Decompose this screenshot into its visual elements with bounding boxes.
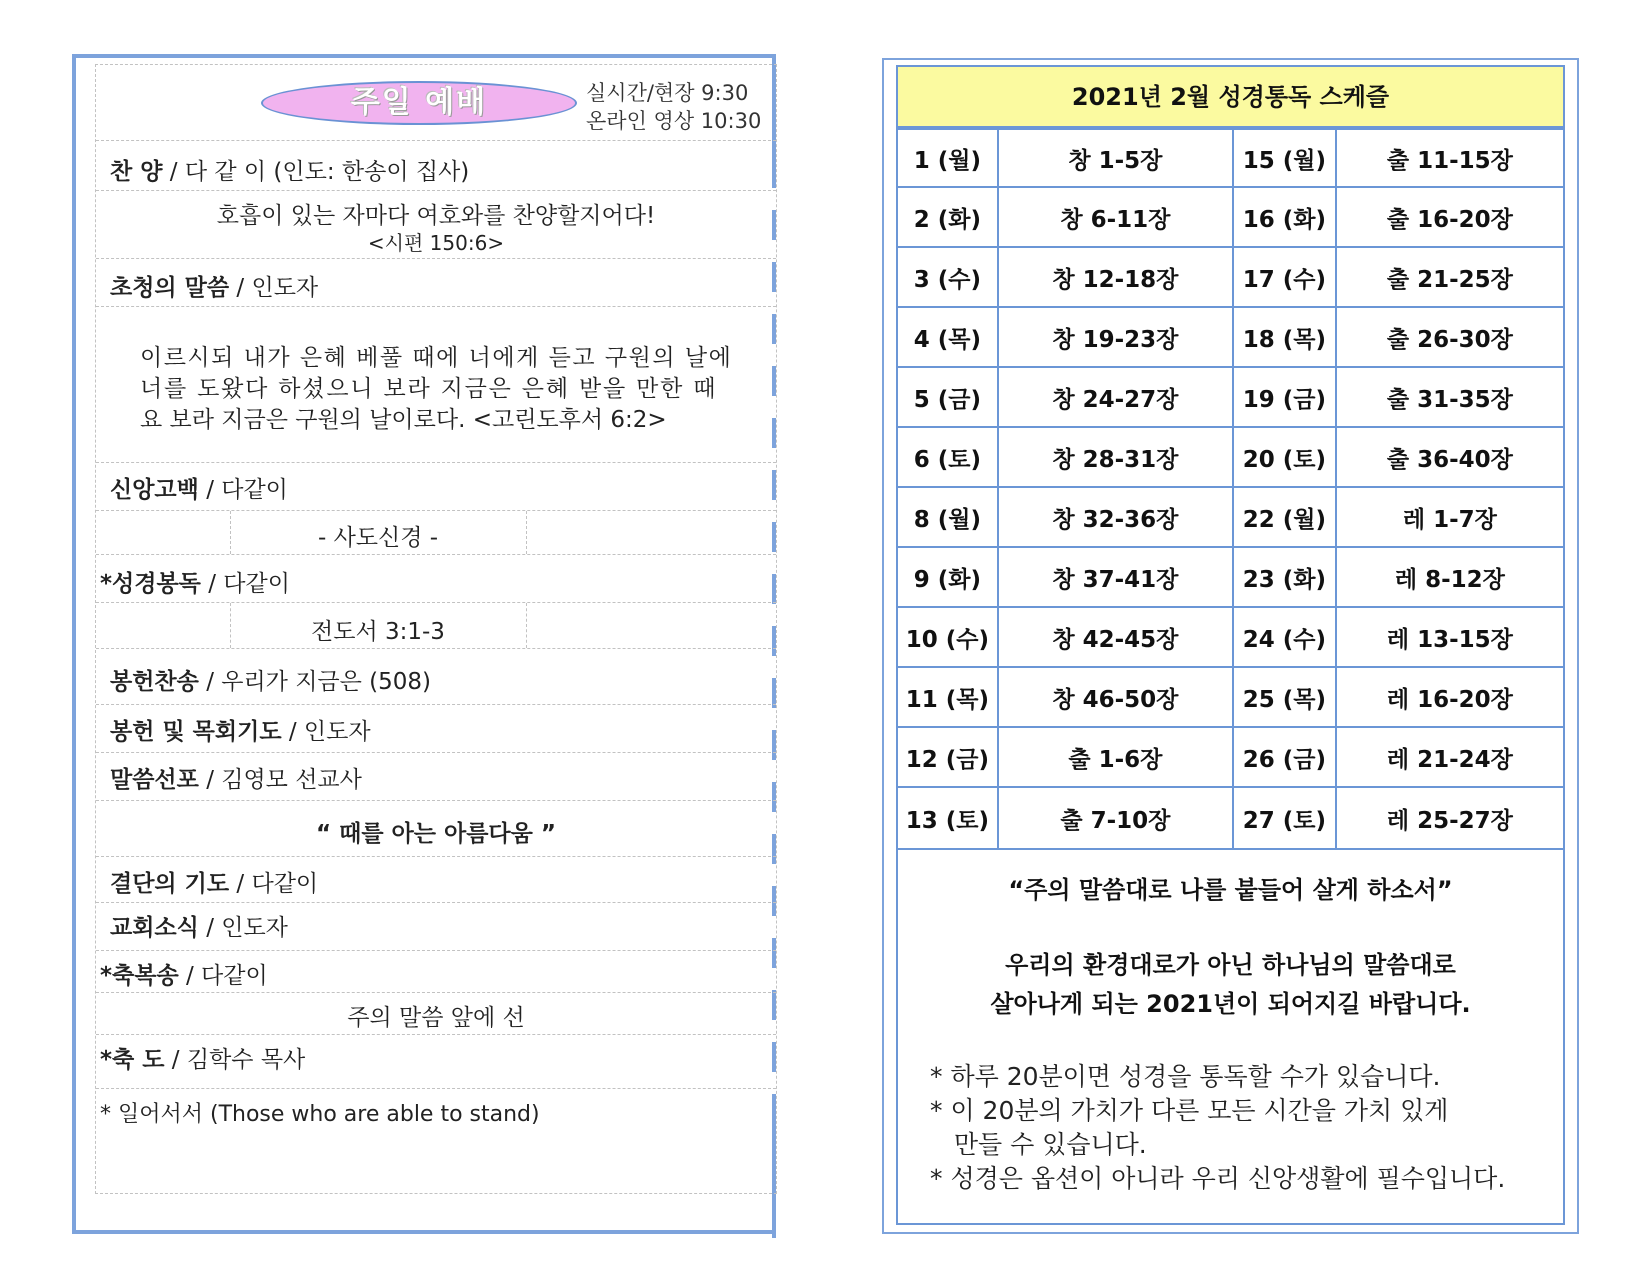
scripture-row xyxy=(96,603,776,649)
item-label: 신앙고백 xyxy=(110,477,199,503)
schedule-day-cell: 1 (월) xyxy=(897,129,998,187)
item-detail: / 다같이 xyxy=(206,477,288,503)
schedule-day-cell: 15 (월) xyxy=(1233,129,1336,187)
order-item xyxy=(96,259,776,307)
frame-dash-left xyxy=(72,160,76,1090)
schedule-reading-cell: 출 31-35장 xyxy=(1336,367,1564,427)
verse-ref: <시편 150:6> xyxy=(367,231,505,255)
passage-line: 이르시되 내가 은혜 베풀 때에 너에게 듣고 구원의 날에 xyxy=(140,345,733,371)
blessing-song-title: 주의 말씀 앞에 선 xyxy=(347,1005,525,1031)
schedule-row xyxy=(897,727,1564,787)
item-detail: / 김학수 목사 xyxy=(171,1047,306,1073)
schedule-day-cell: 8 (월) xyxy=(897,487,998,547)
creed-row xyxy=(96,511,776,555)
bullet-item: * 성경은 옵션이 아니라 우리 신앙생활에 필수입니다. xyxy=(930,1164,1506,1193)
item-detail: / 김영모 선교사 xyxy=(206,767,362,793)
schedule-reading-cell: 출 26-30장 xyxy=(1336,307,1564,367)
item-label: 찬 양 xyxy=(110,159,163,185)
schedule-reading-cell: 출 21-25장 xyxy=(1336,247,1564,307)
schedule-row xyxy=(897,487,1564,547)
schedule-reading-cell: 출 16-20장 xyxy=(1336,187,1564,247)
schedule-day-cell: 3 (수) xyxy=(897,247,998,307)
schedule-wish-line: 살아나게 되는 2021년이 되어지길 바랍니다. xyxy=(990,990,1471,1018)
schedule-reading-cell: 출 1-6장 xyxy=(998,727,1233,787)
sermon-title-row xyxy=(96,801,776,857)
schedule-day-cell: 22 (월) xyxy=(1233,487,1336,547)
passage-line: 요 보라 지금은 구원의 날이로다. <고린도후서 6:2> xyxy=(140,407,667,433)
schedule-reading-cell: 창 24-27장 xyxy=(998,367,1233,427)
schedule-day-cell: 11 (목) xyxy=(897,667,998,727)
item-detail: / 인도자 xyxy=(236,275,319,301)
service-title: 주일 예배 xyxy=(261,81,577,125)
schedule-day-cell: 12 (금) xyxy=(897,727,998,787)
invitation-passage xyxy=(96,307,776,463)
schedule-reading-cell: 창 6-11장 xyxy=(998,187,1233,247)
schedule-day-cell: 23 (화) xyxy=(1233,547,1336,607)
schedule-day-cell: 26 (금) xyxy=(1233,727,1336,787)
item-label: 봉헌찬송 xyxy=(110,669,199,695)
schedule-row xyxy=(897,247,1564,307)
schedule-day-cell: 17 (수) xyxy=(1233,247,1336,307)
item-label: *축복송 xyxy=(100,963,179,989)
schedule-row xyxy=(897,129,1564,187)
schedule-day-cell: 19 (금) xyxy=(1233,367,1336,427)
schedule-reading-cell: 창 1-5장 xyxy=(998,129,1233,187)
schedule-day-cell: 24 (수) xyxy=(1233,607,1336,667)
schedule-row xyxy=(897,187,1564,247)
item-detail: / 다같이 xyxy=(236,871,319,897)
service-time-online: 온라인 영상 10:30 xyxy=(586,109,762,133)
schedule-reading-cell: 출 11-15장 xyxy=(1336,129,1564,187)
verse-text: 호흡이 있는 자마다 여호와를 찬양할지어다! xyxy=(216,203,656,229)
schedule-row xyxy=(897,427,1564,487)
schedule-day-cell: 27 (토) xyxy=(1233,787,1336,849)
schedule-notes xyxy=(896,870,1565,1019)
schedule-day-cell: 5 (금) xyxy=(897,367,998,427)
schedule-day-cell: 25 (목) xyxy=(1233,667,1336,727)
reading-schedule-table xyxy=(896,128,1565,850)
schedule-reading-cell: 창 37-41장 xyxy=(998,547,1233,607)
schedule-day-cell: 6 (토) xyxy=(897,427,998,487)
item-detail: / 다 같 이 (인도: 한송이 집사) xyxy=(169,159,470,185)
order-item xyxy=(96,903,776,951)
schedule-motto: “주의 말씀대로 나를 붙들어 살게 하소서” xyxy=(1008,876,1453,904)
sermon-title: “ 때를 아는 아름다움 ” xyxy=(315,821,556,847)
schedule-reading-cell: 레 8-12장 xyxy=(1336,547,1564,607)
schedule-row xyxy=(897,667,1564,727)
item-label: *성경봉독 xyxy=(100,571,201,597)
item-label: 결단의 기도 xyxy=(110,871,230,897)
schedule-day-cell: 13 (토) xyxy=(897,787,998,849)
schedule-reading-cell: 출 36-40장 xyxy=(1336,427,1564,487)
order-item xyxy=(96,1035,776,1089)
schedule-day-cell: 2 (화) xyxy=(897,187,998,247)
schedule-reading-cell: 레 13-15장 xyxy=(1336,607,1564,667)
bullet-item: 만들 수 있습니다. xyxy=(930,1130,1147,1159)
schedule-reading-cell: 창 32-36장 xyxy=(998,487,1233,547)
item-detail: / 다같이 xyxy=(208,571,290,597)
scripture-ref: 전도서 3:1-3 xyxy=(311,619,445,645)
schedule-row xyxy=(897,307,1564,367)
schedule-row xyxy=(897,367,1564,427)
schedule-row xyxy=(897,607,1564,667)
service-time-live: 실시간/현장 9:30 xyxy=(586,81,749,105)
item-label: *축 도 xyxy=(100,1047,165,1073)
bullet-item: * 이 20분의 가치가 다른 모든 시간을 가치 있게 xyxy=(930,1096,1449,1125)
item-label: 봉헌 및 목회기도 xyxy=(110,719,282,745)
creed-text: - 사도신경 - xyxy=(317,525,439,551)
schedule-reading-cell: 창 12-18장 xyxy=(998,247,1233,307)
schedule-reading-cell: 창 19-23장 xyxy=(998,307,1233,367)
blessing-song-row xyxy=(96,993,776,1035)
stand-note: * 일어서서 (Those who are able to stand) xyxy=(100,1102,540,1127)
praise-verse xyxy=(96,191,776,259)
schedule-reading-cell: 출 7-10장 xyxy=(998,787,1233,849)
item-detail: / 인도자 xyxy=(288,719,371,745)
order-item xyxy=(96,141,776,191)
schedule-day-cell: 20 (토) xyxy=(1233,427,1336,487)
schedule-body xyxy=(897,129,1564,849)
item-detail: / 다같이 xyxy=(186,963,268,989)
schedule-wish-line: 우리의 환경대로가 아닌 하나님의 말씀대로 xyxy=(1005,951,1456,979)
schedule-reading-cell: 창 46-50장 xyxy=(998,667,1233,727)
order-item xyxy=(96,951,776,993)
order-item xyxy=(96,705,776,753)
passage-line: 너를 도왔다 하셨으니 보라 지금은 은혜 받을 만한 때 xyxy=(140,376,718,402)
order-item xyxy=(96,753,776,801)
schedule-reading-cell: 레 16-20장 xyxy=(1336,667,1564,727)
schedule-reading-cell: 창 42-45장 xyxy=(998,607,1233,667)
schedule-reading-cell: 레 21-24장 xyxy=(1336,727,1564,787)
schedule-row xyxy=(897,787,1564,849)
schedule-day-cell: 18 (목) xyxy=(1233,307,1336,367)
schedule-day-cell: 16 (화) xyxy=(1233,187,1336,247)
service-header xyxy=(96,65,776,141)
item-label: 초청의 말씀 xyxy=(110,275,230,301)
order-item xyxy=(96,555,776,603)
stand-note-row xyxy=(96,1089,776,1193)
bullet-item: * 하루 20분이면 성경을 통독할 수가 있습니다. xyxy=(930,1062,1441,1091)
schedule-reading-cell: 창 28-31장 xyxy=(998,427,1233,487)
item-label: 교회소식 xyxy=(110,915,199,941)
item-detail: / 우리가 지금은 (508) xyxy=(206,669,432,695)
schedule-day-cell: 4 (목) xyxy=(897,307,998,367)
service-program xyxy=(95,64,777,1194)
schedule-title: 2021년 2월 성경통독 스케즐 xyxy=(896,65,1565,128)
schedule-day-cell: 9 (화) xyxy=(897,547,998,607)
schedule-day-cell: 10 (수) xyxy=(897,607,998,667)
schedule-reading-cell: 레 25-27장 xyxy=(1336,787,1564,849)
order-item xyxy=(96,857,776,903)
order-item xyxy=(96,463,776,511)
schedule-bullets xyxy=(930,1060,1505,1196)
schedule-reading-cell: 레 1-7장 xyxy=(1336,487,1564,547)
schedule-row xyxy=(897,547,1564,607)
order-item xyxy=(96,649,776,705)
item-label: 말씀선포 xyxy=(110,767,199,793)
item-detail: / 인도자 xyxy=(206,915,288,941)
